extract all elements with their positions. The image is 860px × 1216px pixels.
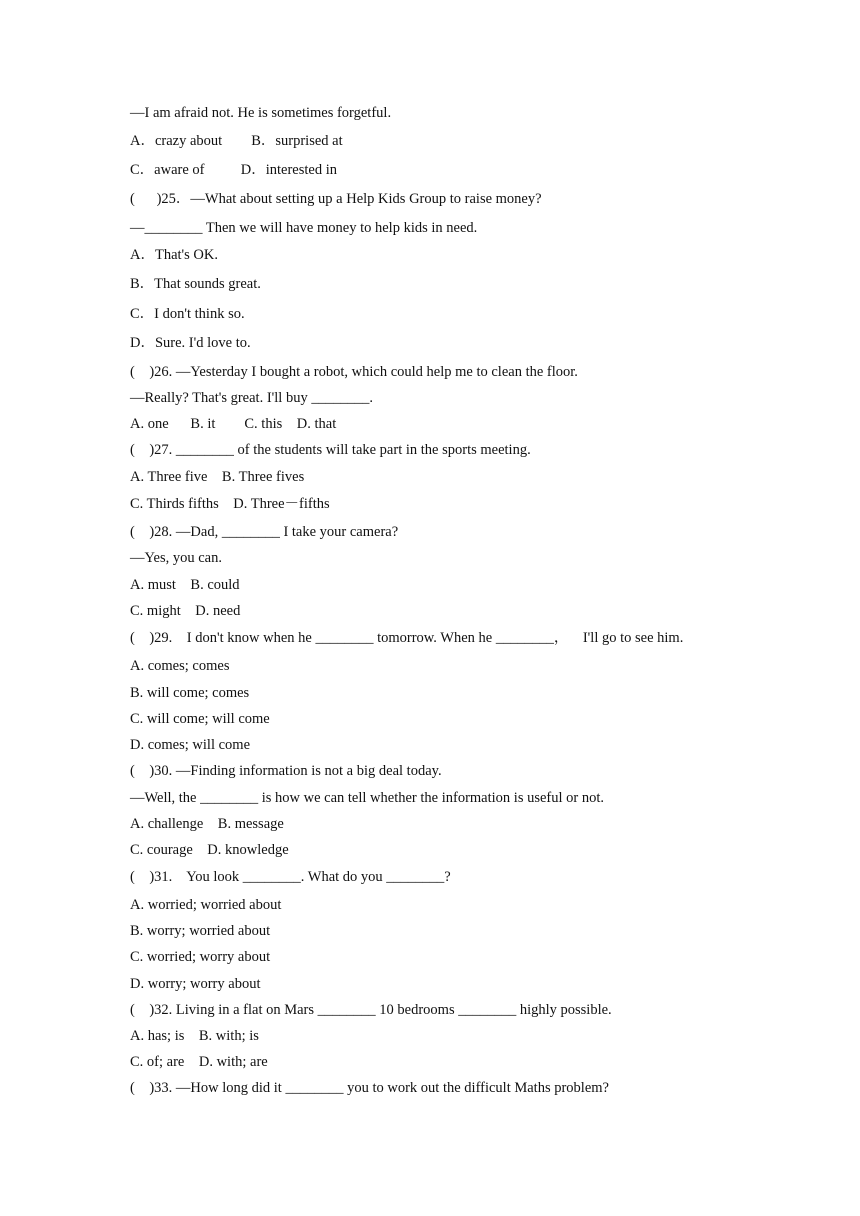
dialogue-line: —Well, the ________ is how we can tell whether the information is useful or not. <box>130 790 605 806</box>
option-line: D. worry; worry about <box>130 976 261 992</box>
option-line: A. challenge B. message <box>130 816 284 832</box>
option-line: C. might D. need <box>130 603 241 619</box>
option-line: C. worried; worry about <box>130 949 271 965</box>
option-line: D．Sure. I'd love to. <box>130 335 251 351</box>
option-line: C. courage D. knowledge <box>130 842 289 858</box>
question-26: ( )26. —Yesterday I bought a robot, which could help me to clean the floor. <box>130 364 578 380</box>
question-33: ( )33. —How long did it ________ you to work out the difficult Maths problem? <box>130 1080 609 1096</box>
option-line: B. will come; comes <box>130 685 250 701</box>
question-29: ( )29. I don't know when he ________ tomorrow. When he ________， I'll go to see him. <box>130 630 684 646</box>
dialogue-line: —Yes, you can. <box>130 550 222 566</box>
option-line: A．That's OK. <box>130 247 218 263</box>
option-line: A. one B. it C. this D. that <box>130 416 337 432</box>
dialogue-line: —________ Then we will have money to help kids in need. <box>130 220 478 236</box>
option-line: C. Thirds fifths D. Three－fifths <box>130 496 330 512</box>
option-line: B．That sounds great. <box>130 276 261 292</box>
dialogue-line: —Really? That's great. I'll buy ________. <box>130 390 373 406</box>
question-30: ( )30. —Finding information is not a big deal today. <box>130 763 442 779</box>
option-line: C. will come; will come <box>130 711 270 727</box>
option-line: A. has; is B. with; is <box>130 1028 259 1044</box>
option-line: C．I don't think so. <box>130 306 245 322</box>
option-line: A. worried; worried about <box>130 897 282 913</box>
question-31: ( )31. You look ________. What do you ________? <box>130 869 451 885</box>
option-line: C. of; are D. with; are <box>130 1054 268 1070</box>
option-line: A. comes; comes <box>130 658 230 674</box>
option-line: C．aware of D．interested in <box>130 162 337 178</box>
option-line: A．crazy about B．surprised at <box>130 133 343 149</box>
question-32: ( )32. Living in a flat on Mars ________ 10 bedrooms ________ highly possible. <box>130 1002 612 1018</box>
option-line: A. must B. could <box>130 577 240 593</box>
question-28: ( )28. —Dad, ________ I take your camera? <box>130 524 399 540</box>
question-27: ( )27. ________ of the students will take part in the sports meeting. <box>130 442 531 458</box>
option-line: D. comes; will come <box>130 737 251 753</box>
question-25: ( )25．—What about setting up a Help Kids Group to raise money? <box>130 191 542 207</box>
dialogue-line: —I am afraid not. He is sometimes forgetful. <box>130 105 392 121</box>
option-line: A. Three five B. Three fives <box>130 469 305 485</box>
option-line: B. worry; worried about <box>130 923 271 939</box>
